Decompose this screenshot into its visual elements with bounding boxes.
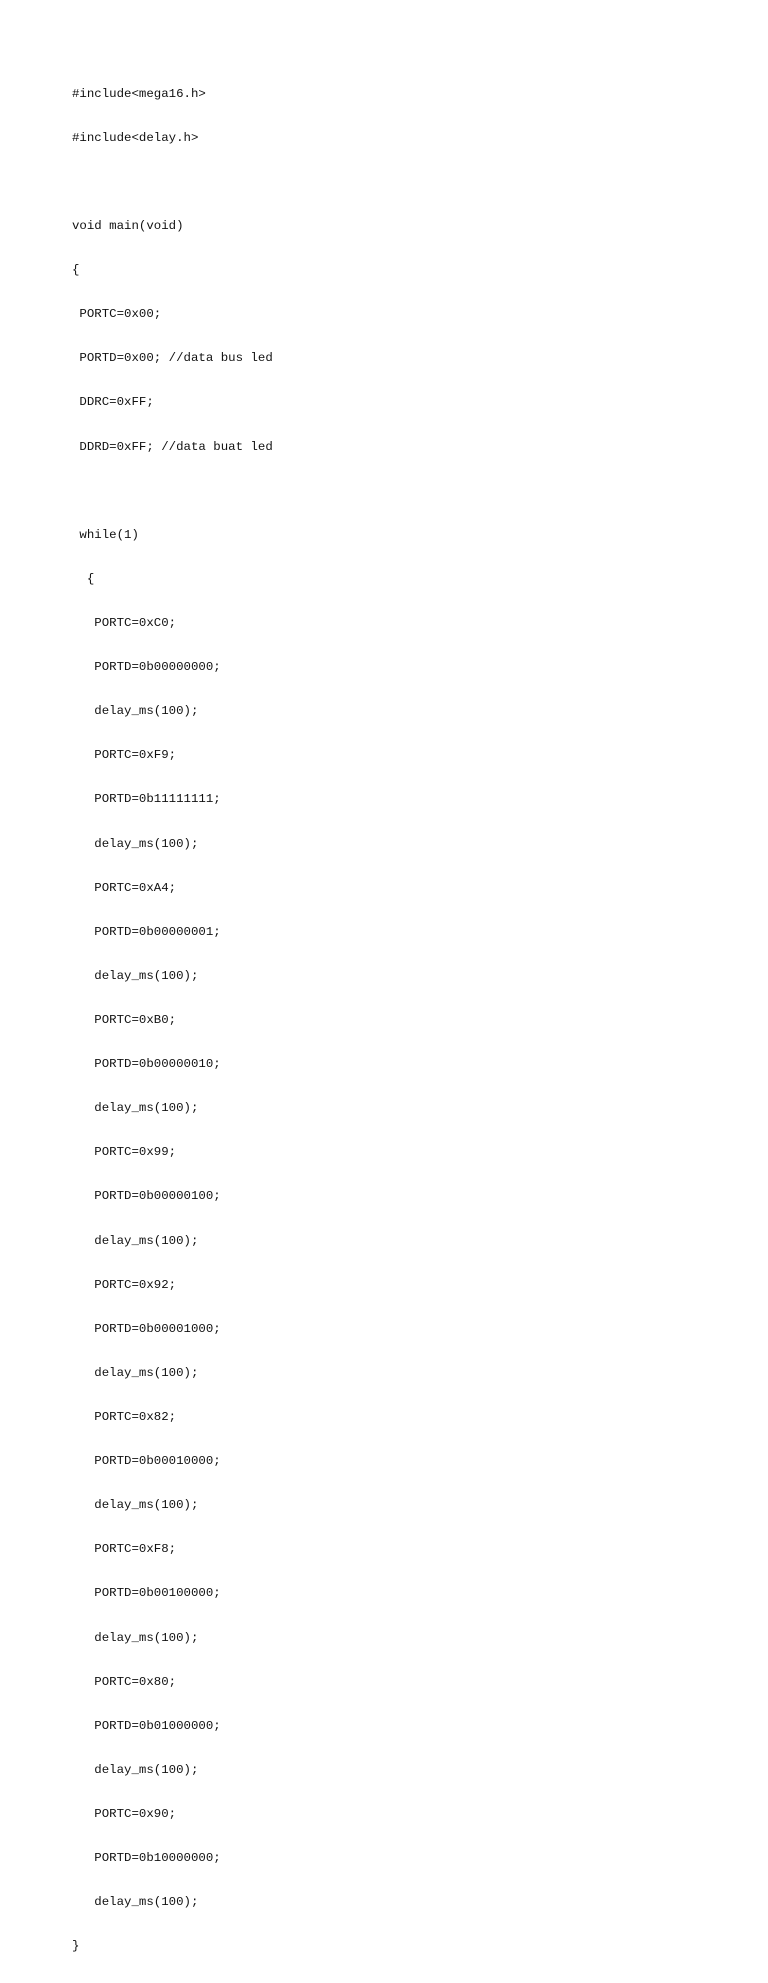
code-line: PORTD=0b10000000;	[72, 1851, 221, 1866]
code-line: delay_ms(100);	[72, 836, 199, 851]
code-line: PORTD=0b00000010;	[72, 1057, 221, 1072]
code-line: delay_ms(100);	[72, 704, 199, 719]
code-line: {	[72, 571, 95, 586]
code-line: delay_ms(100);	[72, 1498, 199, 1513]
code-line: }	[72, 1939, 80, 1954]
code-listing	[72, 72, 273, 1983]
code-line: delay_ms(100);	[72, 1365, 199, 1380]
code-line: PORTC=0x82;	[72, 1409, 177, 1424]
code-line: PORTC=0x92;	[72, 1277, 177, 1292]
code-line: delay_ms(100);	[72, 968, 199, 983]
code-line: PORTD=0b00000100;	[72, 1189, 221, 1204]
code-line: PORTC=0xB0;	[72, 1012, 177, 1027]
code-line: DDRD=0xFF; //data buat led	[72, 439, 273, 454]
code-line: PORTC=0x00;	[72, 307, 162, 322]
code-line: PORTD=0b00010000;	[72, 1454, 221, 1469]
code-line: void main(void)	[72, 219, 184, 234]
code-line: PORTC=0xF9;	[72, 748, 177, 763]
code-line: PORTD=0b00000001;	[72, 924, 221, 939]
code-line: PORTD=0x00; //data bus led	[72, 351, 273, 366]
code-line: PORTC=0x90;	[72, 1806, 177, 1821]
code-line: delay_ms(100);	[72, 1630, 199, 1645]
code-line: while(1)	[72, 527, 139, 542]
code-line	[72, 175, 273, 190]
code-line: PORTC=0xF8;	[72, 1542, 177, 1557]
code-line: PORTD=0b00000000;	[72, 660, 221, 675]
code-line: delay_ms(100);	[72, 1101, 199, 1116]
code-line: delay_ms(100);	[72, 1895, 199, 1910]
code-line: {	[72, 263, 80, 278]
code-line: PORTC=0x99;	[72, 1145, 177, 1160]
code-line: PORTD=0b00001000;	[72, 1321, 221, 1336]
code-line: PORTD=0b11111111;	[72, 792, 221, 807]
code-line: delay_ms(100);	[72, 1762, 199, 1777]
code-line: PORTC=0x80;	[72, 1674, 177, 1689]
code-line: PORTD=0b01000000;	[72, 1718, 221, 1733]
code-line: PORTC=0xA4;	[72, 880, 177, 895]
code-line: #include<mega16.h>	[72, 86, 206, 101]
code-line: DDRC=0xFF;	[72, 395, 154, 410]
code-line: PORTC=0xC0;	[72, 615, 177, 630]
code-line: delay_ms(100);	[72, 1233, 199, 1248]
code-line: PORTD=0b00100000;	[72, 1586, 221, 1601]
code-line: #include<delay.h>	[72, 130, 199, 145]
code-line	[72, 484, 273, 499]
